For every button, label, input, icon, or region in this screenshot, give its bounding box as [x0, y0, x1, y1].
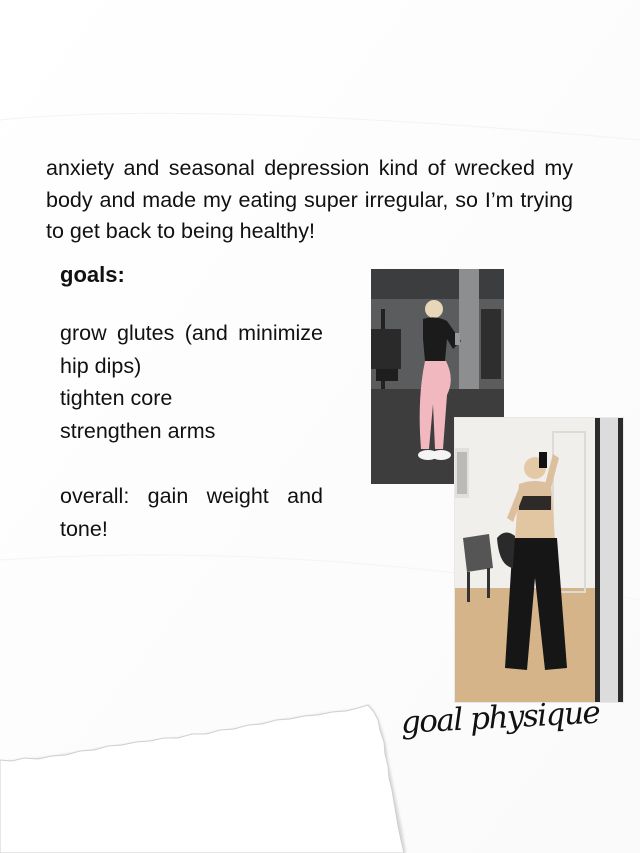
- mirror-photo: [455, 418, 623, 702]
- goal-item: grow glutes (and minimize hip dips): [60, 321, 323, 378]
- intro-paragraph: anxiety and seasonal depression kind of wrecked my body and made my eating super irregular, so I’m trying to get back to being healthy!: [46, 156, 573, 243]
- goal-item: tighten core: [60, 386, 173, 410]
- goals-heading: goals:: [60, 262, 125, 287]
- goal-physique-caption: goal physique: [400, 694, 601, 741]
- goals-list: [60, 317, 323, 447]
- overall-goal-text: overall: gain weight and tone!: [60, 484, 323, 541]
- torn-paper-scrap: [0, 690, 420, 853]
- goal-item: strengthen arms: [60, 418, 216, 443]
